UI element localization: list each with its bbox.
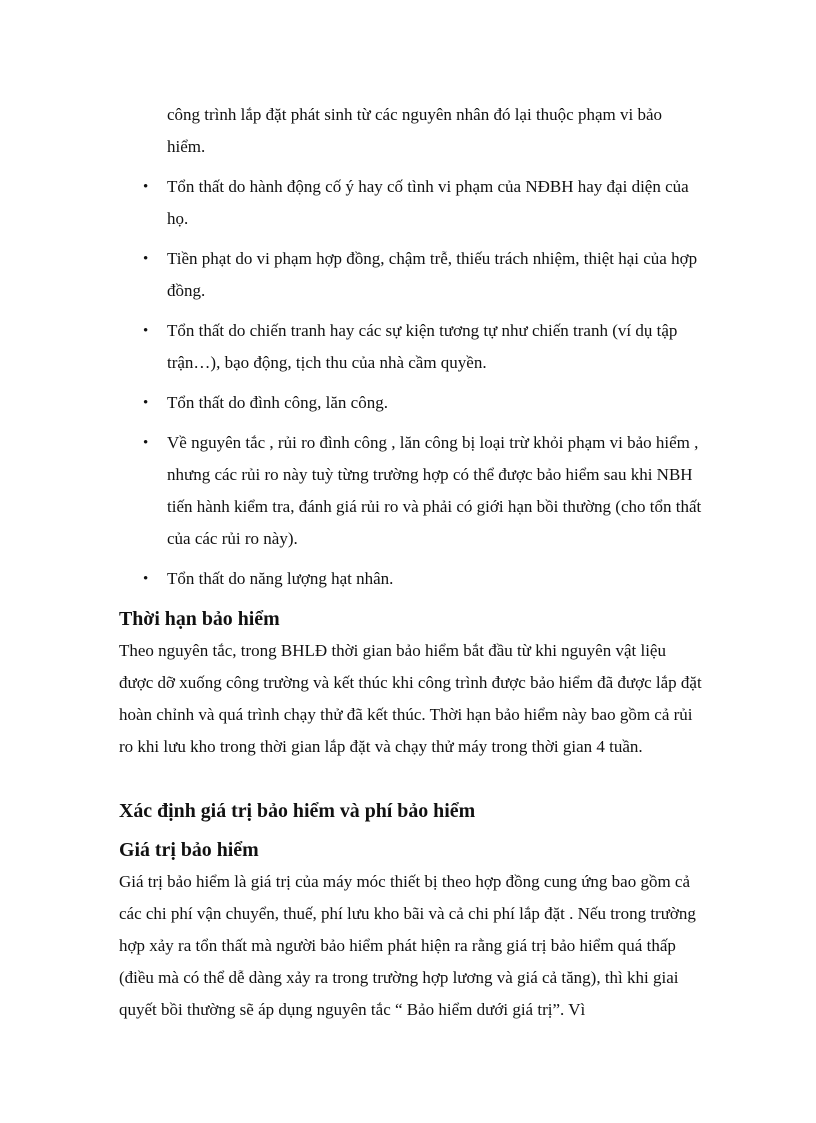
paragraph-insurance-duration: Theo nguyên tắc, trong BHLĐ thời gian bảo hiểm bắt đầu từ khi nguyên vật liệu được dỡ xuống công trường và kết thúc khi công trình được bảo hiểm đã được lắp đặt hoàn chỉnh và quá trình chạy thử đã kết thúc. Thời hạn bảo hiểm này bao gồm cả rủi ro khi lưu kho trong thời gian lắp đặt và chạy thử máy trong thời gian 4 tuần. xyxy=(119,641,702,756)
heading-insurance-duration: Thời hạn bảo hiểm xyxy=(119,608,280,630)
continuation-paragraph: công trình lắp đặt phát sinh từ các nguyên nhân đó lại thuộc phạm vi bảo hiểm. xyxy=(167,105,663,156)
list-item-text: Tổn thất do hành động cố ý hay cố tình vi phạm của NĐBH hay đại diện của họ. xyxy=(167,177,689,228)
list-item-text: Tổn thất do đình công, lăn công. xyxy=(167,393,388,412)
bullet-icon: • xyxy=(143,571,149,587)
bullet-icon: • xyxy=(143,251,149,267)
list-item xyxy=(0,243,702,307)
list-item xyxy=(0,427,702,555)
list-item xyxy=(0,563,702,595)
bullet-icon: • xyxy=(143,435,149,451)
list-item-text: Tiền phạt do vi phạm hợp đồng, chậm trễ, thiếu trách nhiệm, thiệt hại của hợp đồng. xyxy=(167,249,698,300)
bullet-icon: • xyxy=(143,395,149,411)
list-item xyxy=(0,171,702,235)
list-item-text: Tổn thất do chiến tranh hay các sự kiện tương tự như chiến tranh (ví dụ tập trận…), bạo động, tịch thu của nhà cầm quyền. xyxy=(167,321,678,372)
list-item-text: Về nguyên tắc , rủi ro đình công , lăn công bị loại trừ khỏi phạm vi bảo hiểm , nhưng các rủi ro này tuỳ từng trường hợp có thể được bảo hiểm sau khi NBH tiến hành kiểm tra, đánh giá rủi ro và phải có giới hạn bồi thường (cho tổn thất của các rủi ro này). xyxy=(167,433,702,548)
exclusions-list xyxy=(0,171,816,603)
heading-value-and-fee: Xác định giá trị bảo hiểm và phí bảo hiểm xyxy=(119,800,476,822)
list-item-text: Tổn thất do năng lượng hạt nhân. xyxy=(167,569,394,588)
paragraph-insurance-value: Giá trị bảo hiểm là giá trị của máy móc thiết bị theo hợp đồng cung ứng bao gồm cả các chi phí vận chuyển, thuế, phí lưu kho bãi và cả chi phí lắp đặt . Nếu trong trường hợp xảy ra tổn thất mà người bảo hiểm phát hiện ra rằng giá trị bảo hiểm quá thấp (điều mà có thể dễ dàng xảy ra trong trường hợp lương và giá cả tăng), thì khi giai quyết bồi thường sẽ áp dụng nguyên tắc “ Bảo hiểm dưới giá trị”. Vì xyxy=(119,872,696,1019)
bullet-icon: • xyxy=(143,323,149,339)
heading-insurance-value: Giá trị bảo hiểm xyxy=(119,839,259,861)
bullet-icon: • xyxy=(143,179,149,195)
list-item xyxy=(0,387,702,419)
list-item xyxy=(0,315,702,379)
